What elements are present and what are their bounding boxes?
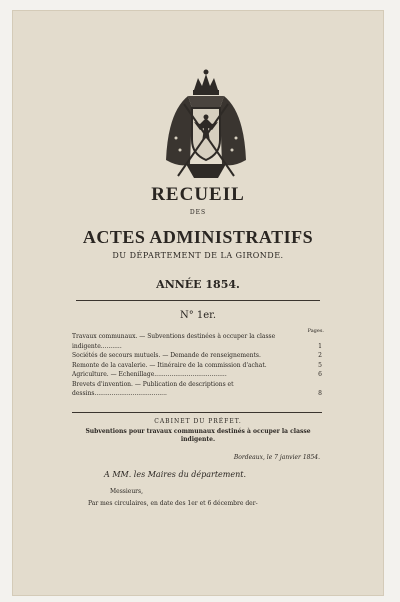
- list-item: [72, 351, 322, 361]
- list-item: [72, 332, 322, 351]
- document-page: [12, 10, 384, 596]
- year-heading: ANNÉE 1854.: [156, 278, 240, 291]
- toc-item-text: Travaux communaux. — Subventions destinées à occuper la classe indigente...........: [72, 333, 276, 350]
- list-item: [72, 380, 322, 399]
- toc-item-page: 6: [318, 371, 322, 378]
- divider-top: [76, 300, 320, 301]
- imperial-coat-of-arms-icon: [158, 68, 254, 184]
- toc-item-page: 5: [318, 361, 322, 369]
- toc-item-text: Sociétés de secours mutuels. — Demande de renseignements.: [72, 352, 261, 359]
- toc-item-text: Remonte de la cavalerie. — Itinéraire de la commission d'achat.: [72, 361, 267, 369]
- toc-item-page: 1: [318, 342, 322, 350]
- toc-pages-label: Pages.: [307, 328, 324, 334]
- issue-number: N° 1er.: [179, 310, 217, 321]
- toc-item-text: Brevets d'invention. — Publication de descriptions et dessins......................................: [72, 380, 234, 397]
- divider-middle: [72, 412, 322, 413]
- toc-item-page: 2: [318, 352, 322, 359]
- letter-subject: Subventions pour travaux communaux destinés à occuper la classe indigente.: [85, 428, 311, 443]
- letter-dateline: Bordeaux, le 7 janvier 1854.: [233, 454, 320, 461]
- department-subtitle: DU DÉPARTEMENT DE LA GIRONDE.: [112, 251, 284, 260]
- letter-address: A MM. les Maires du département.: [104, 470, 247, 479]
- title-des: DES: [189, 209, 207, 216]
- letter-salutation: Messieurs,: [110, 488, 144, 495]
- table-of-contents: [72, 328, 324, 399]
- cabinet-heading: CABINET DU PRÉFET.: [154, 418, 242, 425]
- toc-item-text: Agriculture. — Echenillage......................................: [72, 371, 227, 378]
- list-item: [72, 361, 322, 371]
- toc-item-page: 8: [318, 390, 322, 397]
- letter-body-first-line: Par mes circulaires, en date des 1er et 6 décembre der-: [88, 500, 258, 507]
- page-title: ACTES ADMINISTRATIFS: [82, 227, 314, 247]
- list-item: [72, 370, 322, 380]
- title-recueil: RECUEIL: [151, 184, 245, 205]
